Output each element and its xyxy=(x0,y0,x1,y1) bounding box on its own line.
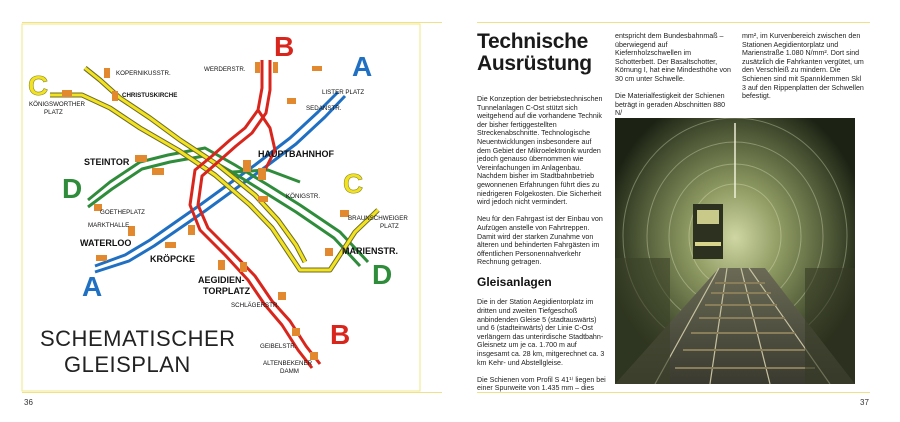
station-aegidientorplatz-2 xyxy=(240,262,247,272)
bottom-rule xyxy=(477,392,870,393)
text-column-1 xyxy=(477,95,607,402)
line-letter-c-right: C xyxy=(343,168,364,199)
line-b-track-1 xyxy=(190,60,312,368)
label-christuskirche: CHRISTUSKIRCHE xyxy=(122,92,178,99)
paragraph: entspricht dem Bundesbahnmaß – überwiegend auf Kiefernholzschwellen im Schotterbett. Der Basaltschotter, Körnung I, hat eine Mindesthöhe von 30 cm unter Schwelle. xyxy=(615,32,731,83)
line-letter-d-right: D xyxy=(372,259,393,290)
label-hauptbahnhof: HAUPTBAHNHOF xyxy=(258,149,334,159)
label-steintor: STEINTOR xyxy=(84,157,130,167)
label-koenigstr: KÖNIGSTR. xyxy=(286,193,321,200)
line-letter-b-top: B xyxy=(274,31,295,62)
station-kroepcke xyxy=(165,242,176,248)
text-column-2 xyxy=(615,32,733,127)
station-steintor xyxy=(135,155,147,162)
station-werderstr xyxy=(255,62,260,73)
label-kopernikusstr: KOPERNIKUSSTR. xyxy=(116,70,171,77)
line-letter-d-left: D xyxy=(62,173,83,204)
label-waterloo: WATERLOO xyxy=(80,238,132,248)
subheading-gleisanlagen: Gleisanlagen xyxy=(477,275,552,290)
label-sedanstr: SEDANSTR. xyxy=(306,105,342,112)
station-koenigstr xyxy=(258,196,268,202)
label-werderstr: WERDERSTR. xyxy=(204,66,246,73)
station-lister-platz xyxy=(312,66,322,71)
label-aegidien-1: AEGIDIEN- xyxy=(198,275,245,285)
page-number-right: 37 xyxy=(860,398,869,407)
label-braunschweiger-2: PLATZ xyxy=(380,223,399,230)
label-geibelstr: GEIBELSTR. xyxy=(260,343,297,350)
tunnel-photo xyxy=(615,118,855,384)
tunnel-illustration xyxy=(615,118,855,384)
label-marienstr: MARIENSTR. xyxy=(342,246,398,256)
station-steintor-2 xyxy=(152,168,164,175)
paragraph: mm², im Kurvenbereich zwischen den Stationen Aegidientorplatz und Marienstraße 1.080 N/mm². Dort sind zusätzlich die Fahrkanten vergütet, um den Verschleiß zu mindern. Die Schienen sind mit Spannklemmen Skl 3 auf den Rippenplatten der Schwellen befestigt. xyxy=(742,32,864,101)
label-lister-platz: LISTER PLATZ xyxy=(322,89,365,96)
paragraph: Neu für den Fahrgast ist der Einbau von Aufzügen anstelle von Fahrtreppen. Damit wird der starken Zunahme von älteren und behinderten Fahrgästen im öffentlichen Personennahverkehr Rechnung getragen. xyxy=(477,215,603,267)
station-geibelstr xyxy=(292,328,300,336)
line-letter-b-bottom: B xyxy=(330,319,351,350)
label-koenigsworther-2: PLATZ xyxy=(44,109,63,116)
station-christuskirche xyxy=(112,91,118,101)
station-marienstr xyxy=(325,248,333,256)
station-koenigsworther xyxy=(62,90,72,97)
station-kopernikusstr xyxy=(104,68,110,78)
paragraph: Die Materialfestigkeit der Schienen beträgt in geraden Abschnitten 880 N/ xyxy=(615,92,726,118)
station-werderstr-2 xyxy=(273,62,278,73)
station-aegidientorplatz xyxy=(218,260,225,270)
label-goetheplatz: GOETHEPLATZ xyxy=(100,209,145,216)
station-schlaegerstr xyxy=(278,292,286,300)
label-markthalle: MARKTHALLE xyxy=(88,222,130,229)
label-koenigsworther-1: KÖNIGSWORTHER xyxy=(29,101,85,108)
text-column-3 xyxy=(742,32,866,109)
track-map xyxy=(0,0,450,395)
station-hauptbahnhof xyxy=(243,160,251,172)
paragraph: Die Konzeption der betriebstechnischen Tunnelanlagen C-Ost stützt sich weitgehend auf die vorhandene Technik der bisher fertiggestellten Streckenabschnitte. Technologische Neuentwicklungen insbesondere auf dem Gebiet der Mikroelektronik wurden jedoch genauso übernommen wie Vereinfachungen im Anlagenbau. Nachdem bisher im Stadtbahnbetrieb gewonnenen Erfahrungen führt dies zu niedrigeren Folgekosten. Die Sicherheit wird jedoch nicht vermindert. xyxy=(477,95,603,207)
line-letter-a-top: A xyxy=(352,51,373,82)
label-braunschweiger-1: BRAUNSCHWEIGER xyxy=(348,215,408,222)
right-page xyxy=(450,0,900,422)
section-heading-line1: Technische xyxy=(477,30,588,53)
bottom-rule xyxy=(22,392,442,393)
station-kroepcke-2 xyxy=(188,225,195,235)
section-heading-line2: Ausrüstung xyxy=(477,52,592,75)
label-schlaegerstr: SCHLÄGERSTR. xyxy=(231,302,280,309)
top-rule xyxy=(477,22,870,23)
section-heading xyxy=(477,31,592,75)
label-aegidien-2: TORPLATZ xyxy=(203,286,251,296)
station-sedanstr xyxy=(287,98,296,104)
label-altenbekener-2: DAMM xyxy=(280,368,299,375)
page-number-left: 36 xyxy=(24,398,33,407)
line-letter-c-left: C xyxy=(28,70,49,101)
label-kroepcke: KRÖPCKE xyxy=(150,254,196,264)
label-altenbekener-1: ALTENBEKENER xyxy=(263,360,313,367)
line-letter-a-bottom: A xyxy=(82,271,103,302)
station-hauptbahnhof-2 xyxy=(258,168,266,180)
map-title-line2: GLEISPLAN xyxy=(64,352,191,377)
station-waterloo xyxy=(96,255,107,261)
paragraph: Die in der Station Aegidientorplatz im dritten und zweiten Tiefgeschoß anbindenden Gleise 5 (stadtauswärts) und 6 (stadteinwärts) der Linie C-Ost verlängern das unterirdische Stadtbahn-Gleisnetz um je ca. 1.700 m auf insgesamt ca. 28 km, mitgerechnet ca. 3 km Kehr- und Abstellgleise. xyxy=(477,298,605,367)
station-altenbekener-damm xyxy=(310,352,318,360)
map-title-line1: SCHEMATISCHER xyxy=(40,326,236,351)
paragraph: Die Schienen vom Profil S 41¹⁾ liegen bei einer Spurweite von 1.435 mm – dies xyxy=(477,375,606,393)
